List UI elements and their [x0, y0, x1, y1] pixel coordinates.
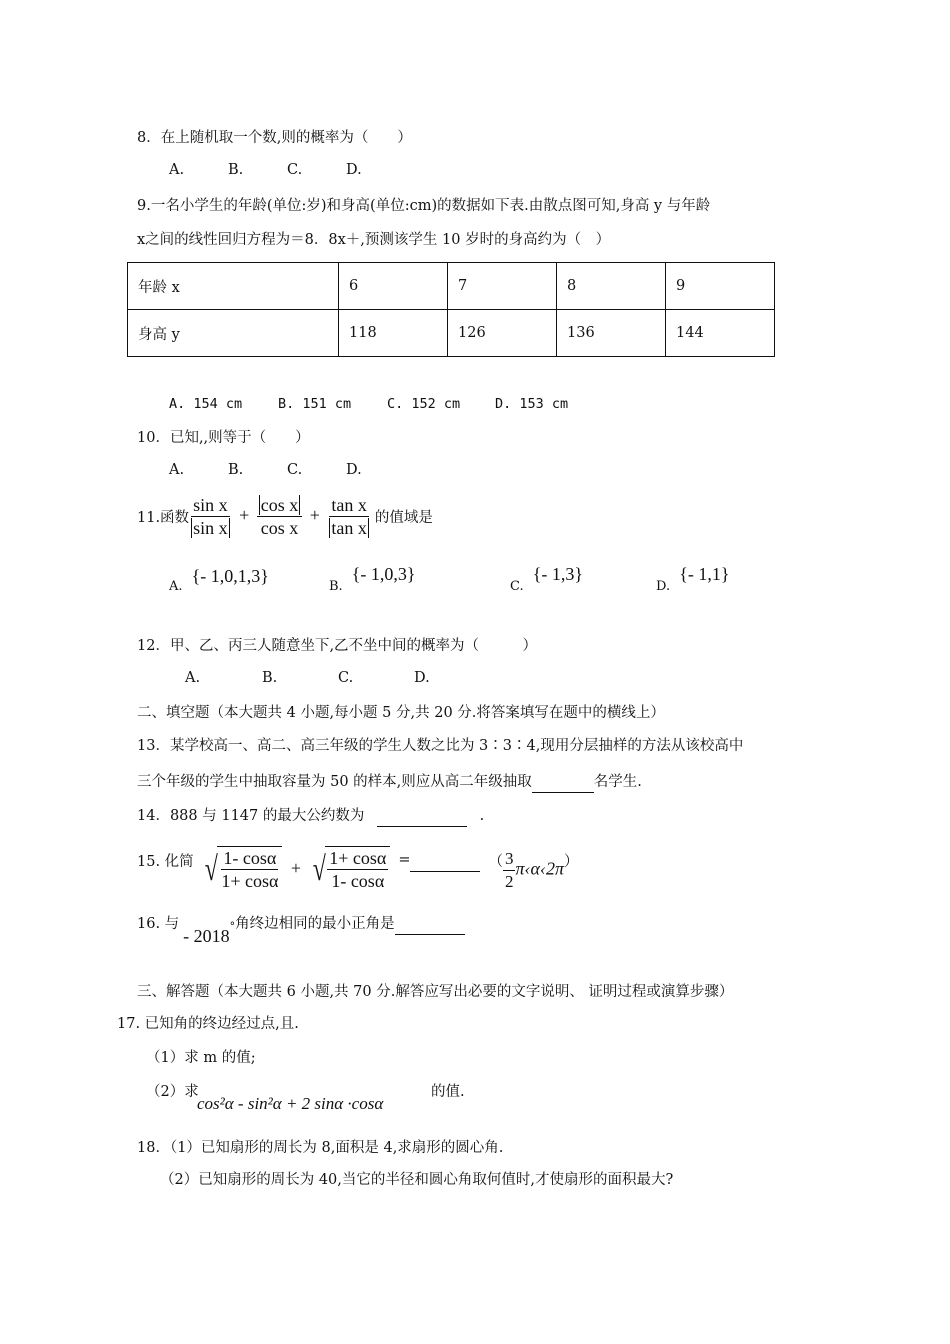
fraction-numerator: cos x: [260, 495, 299, 515]
q11-suffix: 的值域是: [374, 510, 433, 526]
q12-option-c: C.: [338, 670, 354, 686]
q17-stem: 17. 已知角的终边经过点,且.: [117, 1016, 299, 1032]
q14-period: .: [479, 808, 485, 824]
q9-option-b: B. 151 cm: [278, 396, 352, 412]
option-letter: B.: [329, 579, 343, 594]
q12-option-a: A.: [185, 670, 201, 686]
q15-condition: [503, 848, 564, 893]
q10-option-a: A.: [169, 462, 185, 478]
q8-option-a: A.: [169, 162, 185, 178]
q11-function-expression: $\frac{\text{sin x}}{\text{sin x}}$ + $\frac{\text{cos x}}{\text{cos x}}$ + $\frac{\text{tan x}}{\text{tan x}}$: [189, 494, 371, 539]
fraction-denominator: 2: [504, 871, 514, 891]
fraction-denominator: cos x: [260, 518, 299, 538]
condition-close: ）: [563, 853, 579, 870]
table-cell: 8: [557, 263, 666, 310]
q16-suffix: 角终边相同的最小正角是: [235, 916, 395, 932]
option-set: {- 1,0,1,3}: [191, 566, 269, 586]
q8-option-c: C.: [287, 162, 303, 178]
table-cell: 6: [339, 263, 448, 310]
q10-option-c: C.: [287, 462, 303, 478]
section-2-heading: 二、填空题（本大题共 4 小题,每小题 5 分,共 20 分.将答案填写在题中的横线上）: [137, 705, 665, 721]
sqrt-term-1: √ $\frac{1- \cos\alpha}{1+ \cos\alpha}$: [202, 846, 283, 894]
q9-option-d: D. 153 cm: [495, 396, 569, 412]
q16-angle: - 2018: [183, 926, 230, 946]
fraction-numerator: tan x: [331, 495, 367, 515]
q12-stem: 12．甲、乙、丙三人随意坐下,乙不坐中间的概率为（ ）: [137, 638, 538, 654]
section-3-heading: 三、解答题（本大题共 6 小题,共 70 分.解答应写出必要的文字说明、 证明过程或演算步骤）: [137, 984, 734, 1000]
answer-blank: [532, 772, 594, 793]
fraction-denominator: 1- cosα: [331, 871, 385, 891]
q13-line2-text: 三个年级的学生中抽取容量为 50 的样本,则应从高二年级抽取: [137, 774, 532, 790]
q16-prefix: 16. 与: [137, 916, 180, 932]
fraction-numerator: 3: [503, 848, 516, 871]
q11-option-d: [656, 564, 730, 595]
answer-blank: [395, 915, 465, 935]
condition-range: π‹α‹2π: [515, 858, 564, 879]
q15-prefix: 15. 化简: [137, 853, 194, 870]
q17-expression: cos²α - sin²α + 2 sinα ·cosα: [197, 1094, 384, 1113]
q16-line: [137, 916, 465, 946]
option-letter: D.: [656, 579, 671, 594]
q9-stem-line1: 9.一名小学生的年龄(单位:岁)和身高(单位:cm)的数据如下表.由散点图可知,身高 y 与年龄: [137, 198, 711, 214]
q8-stem: 8．在上随机取一个数,则的概率为（ ）: [137, 130, 412, 146]
option-letter: C.: [510, 579, 524, 594]
q11-term-cos: [257, 494, 303, 539]
table-cell: 136: [557, 310, 666, 357]
q14-text: 14．888 与 1147 的最大公约数为: [137, 808, 365, 824]
answer-blank: [410, 852, 480, 872]
table-row: [128, 310, 775, 357]
q11-option-c: [510, 564, 583, 595]
q9-stem-line2: x之间的线性回归方程为＝8．8x＋,预测该学生 10 岁时的身高约为（ ）: [137, 232, 611, 248]
q18-part1: 18．（1）已知扇形的周长为 8,面积是 4,求扇形的圆心角.: [137, 1140, 504, 1156]
q17-part1: （1）求 m 的值;: [146, 1050, 256, 1066]
condition-open: （: [488, 853, 503, 870]
fraction-numerator: 1- cosα: [223, 848, 277, 868]
q10-option-d: D.: [346, 462, 362, 478]
q18-part2: （2）已知扇形的周长为 40,当它的半径和圆心角取何值时,才使扇形的面积最大?: [160, 1172, 674, 1188]
q12-option-b: B.: [262, 670, 278, 686]
q17-part2-suffix: 的值.: [431, 1084, 465, 1100]
option-set: {- 1,3}: [532, 564, 583, 584]
table-cell: 9: [666, 263, 775, 310]
fraction-numerator: 1+ cosα: [329, 848, 387, 868]
q8-option-b: B.: [228, 162, 244, 178]
q11-term-tan: [327, 494, 371, 539]
q15-line: [137, 846, 578, 894]
sqrt-term-2: √ $\frac{1+ \cos\alpha}{1- \cos\alpha}$: [310, 846, 391, 894]
age-height-table: [127, 262, 775, 357]
table-row: [128, 263, 775, 310]
q15-expression: √ $\frac{1- \cos\alpha}{1+ \cos\alpha}$ + √ $\frac{1+ \cos\alpha}{1- \cos\alpha}$: [202, 846, 391, 894]
q12-option-d: D.: [414, 670, 430, 686]
q10-stem: 10．已知,,则等于（ ）: [137, 430, 310, 446]
q11-option-a: [169, 566, 269, 595]
q8-option-d: D.: [346, 162, 362, 178]
equals-sign: =: [398, 852, 411, 868]
fraction-denominator: sin x: [193, 518, 228, 538]
q11-term-sin: [189, 494, 232, 539]
fraction-denominator: 1+ cosα: [221, 871, 279, 891]
option-set: {- 1,1}: [679, 564, 730, 584]
table-header-age: 年龄 x: [128, 263, 339, 310]
q10-option-b: B.: [228, 462, 244, 478]
q17-part2-prefix: （2）求: [146, 1084, 199, 1100]
q11-prefix: 11.函数: [137, 510, 190, 526]
q13-line2: [137, 772, 642, 793]
table-cell: 118: [339, 310, 448, 357]
option-letter: A.: [169, 579, 183, 594]
degree-symbol: °: [229, 920, 236, 933]
q11-option-b: [329, 564, 416, 595]
table-cell: 7: [448, 263, 557, 310]
q9-option-a: A. 154 cm: [169, 396, 243, 412]
answer-blank: [377, 806, 467, 827]
fraction-numerator: sin x: [193, 495, 228, 515]
q14-line: [137, 806, 484, 827]
q11-line: [137, 494, 433, 539]
table-cell: 144: [666, 310, 775, 357]
q13-line2-suffix: 名学生.: [593, 774, 642, 790]
q13-line1: 13．某学校高一、高二、高三年级的学生人数之比为 3∶3∶4,现用分层抽样的方法从该校高中: [137, 738, 744, 754]
table-cell: 126: [448, 310, 557, 357]
q9-option-c: C. 152 cm: [387, 396, 461, 412]
table-header-height: 身高 y: [128, 310, 339, 357]
option-set: {- 1,0,3}: [351, 564, 416, 584]
fraction-denominator: tan x: [331, 518, 367, 538]
